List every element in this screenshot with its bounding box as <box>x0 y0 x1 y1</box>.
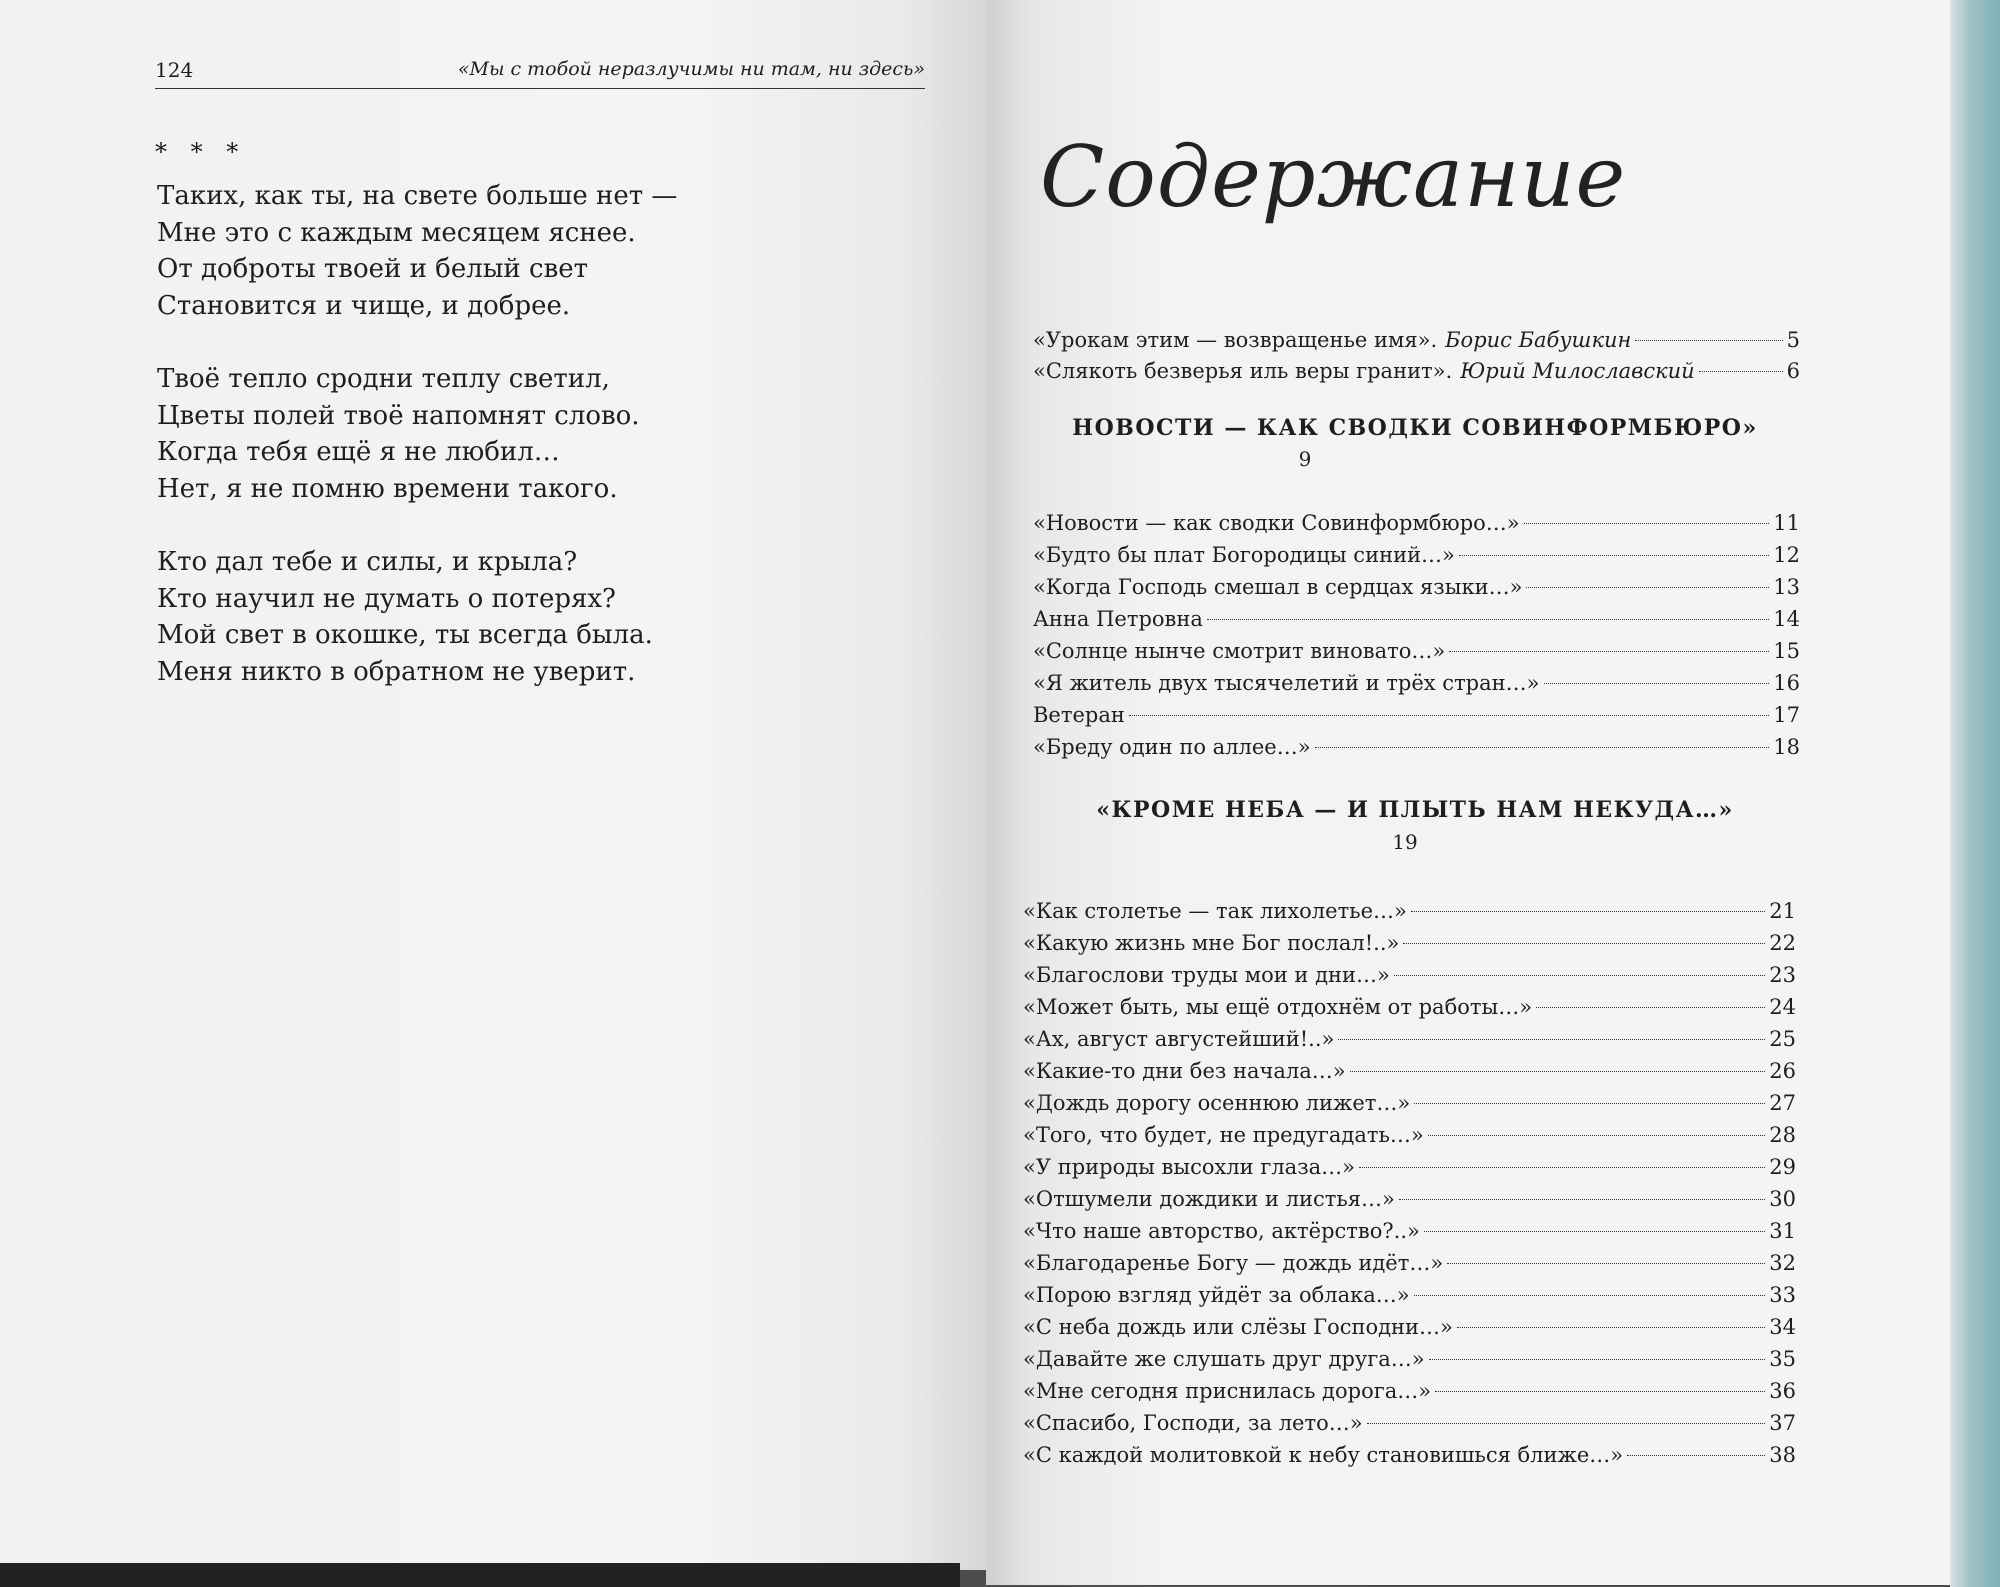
toc-entry-row <box>1023 1024 1796 1054</box>
toc-leader-dots <box>1526 587 1769 588</box>
toc-leader-dots <box>1411 911 1765 912</box>
toc-entry-page: 22 <box>1769 931 1796 955</box>
toc-leader-dots <box>1449 651 1769 652</box>
toc-leader-dots <box>1536 1007 1765 1008</box>
toc-entry-title: «Мне сегодня приснилась дорога…» <box>1023 1379 1432 1403</box>
toc-leader-dots <box>1350 1071 1766 1072</box>
toc-entry-page: 37 <box>1769 1411 1796 1435</box>
poem-line: Меня никто в обратном не уверит. <box>157 656 636 687</box>
toc-entry-page: 24 <box>1769 995 1796 1019</box>
toc-leader-dots <box>1435 1391 1765 1392</box>
toc-entry-page: 34 <box>1769 1315 1796 1339</box>
toc-entry-title: «Давайте же слушать друг друга…» <box>1023 1347 1425 1371</box>
toc-entry-author: Борис Бабушкин <box>1445 328 1632 352</box>
toc-entry-title: «Благослови труды мои и дни…» <box>1023 963 1390 987</box>
toc-entry-row <box>1023 1344 1796 1374</box>
toc-entry-row <box>1023 1376 1796 1406</box>
toc-entry-row <box>1033 540 1800 570</box>
poem-stanza-1 <box>157 178 677 324</box>
toc-leader-dots <box>1544 683 1770 684</box>
toc-leader-dots <box>1399 1199 1765 1200</box>
toc-leader-dots <box>1338 1039 1765 1040</box>
toc-entry-page: 36 <box>1769 1379 1796 1403</box>
toc-entry-title: «Дождь дорогу осеннюю лижет…» <box>1023 1091 1411 1115</box>
toc-entry-page: 25 <box>1769 1027 1796 1051</box>
toc-leader-dots <box>1627 1455 1765 1456</box>
toc-entry-row <box>1033 572 1800 602</box>
toc-entry-title: Ветеран <box>1033 703 1125 727</box>
book-bottom-shadow <box>0 1563 960 1587</box>
toc-entry-title: «Урокам этим — возвращенье имя». <box>1033 328 1438 352</box>
toc-leader-dots <box>1459 555 1769 556</box>
toc-entry-title: «Благодаренье Богу — дождь идёт…» <box>1023 1251 1444 1275</box>
toc-section-page: 9 <box>1298 447 1312 471</box>
toc-entry-page: 14 <box>1773 607 1800 631</box>
poem-stanza-3 <box>157 544 653 690</box>
toc-entry-page: 31 <box>1769 1219 1796 1243</box>
toc-leader-dots <box>1429 1359 1766 1360</box>
toc-entry-page: 27 <box>1769 1091 1796 1115</box>
toc-leader-dots <box>1367 1423 1766 1424</box>
toc-entry-row <box>1023 1152 1796 1182</box>
toc-section-title: «КРОМЕ НЕБА — И ПЛЫТЬ НАМ НЕКУДА…» <box>1096 797 1734 823</box>
toc-entry-title: «Может быть, мы ещё отдохнём от работы…» <box>1023 995 1533 1019</box>
poem-line: Твоё тепло сродни теплу светил, <box>157 364 610 394</box>
toc-entry-title: Анна Петровна <box>1033 607 1203 631</box>
toc-entry-page: 13 <box>1773 575 1800 599</box>
toc-entry-row <box>1023 992 1796 1022</box>
toc-entry-title: «Будто бы плат Богородицы синий…» <box>1033 543 1455 567</box>
toc-entry-row <box>1033 604 1800 634</box>
toc-leader-dots <box>1394 975 1765 976</box>
toc-leader-dots <box>1428 1135 1766 1136</box>
toc-entry-row <box>1033 636 1800 666</box>
toc-entry-page: 16 <box>1773 671 1800 695</box>
toc-entry-title: «Когда Господь смешал в сердцах языки…» <box>1033 575 1523 599</box>
toc-entry-row <box>1033 700 1800 730</box>
toc-leader-dots <box>1457 1327 1765 1328</box>
toc-entry-page: 15 <box>1773 639 1800 663</box>
toc-entry-row <box>1023 896 1796 926</box>
toc-entry-page: 12 <box>1773 543 1800 567</box>
toc-entry-row <box>1023 960 1796 990</box>
toc-entry-page: 26 <box>1769 1059 1796 1083</box>
poem-stanza-2 <box>157 361 640 507</box>
toc-entry-page: 21 <box>1769 899 1796 923</box>
running-title: «Мы с тобой неразлучимы ни там, ни здесь» <box>457 58 925 80</box>
toc-entry-title: «У природы высохли глаза…» <box>1023 1155 1356 1179</box>
toc-entry-row <box>1023 928 1796 958</box>
toc-entry-row <box>1023 1056 1796 1086</box>
toc-entry-title: «Как столетье — так лихолетье…» <box>1023 899 1407 923</box>
toc-entry-row <box>1023 1248 1796 1278</box>
toc-entry-title: «Бреду один по аллее…» <box>1033 735 1311 759</box>
toc-leader-dots <box>1635 340 1782 341</box>
poem-line: Кто научил не думать о потерях? <box>157 583 616 614</box>
toc-entry-row <box>1023 1280 1796 1310</box>
toc-entry-title: «Солнце нынче смотрит виновато…» <box>1033 639 1446 663</box>
toc-leader-dots <box>1207 619 1769 620</box>
poem-line: Мой свет в окошке, ты всегда была. <box>157 620 653 650</box>
toc-entry-row <box>1023 1216 1796 1246</box>
toc-entry-row <box>1023 1184 1796 1214</box>
toc-entry-title: «С каждой молитовкой к небу становишься ближе…» <box>1023 1443 1624 1467</box>
poem-line: Нет, я не помню времени такого. <box>157 473 618 504</box>
toc-entry-page: 30 <box>1769 1187 1796 1211</box>
page-number: 124 <box>155 58 194 82</box>
toc-title: Содержание <box>1040 128 1627 226</box>
toc-entry-row <box>1023 1120 1796 1150</box>
toc-entry-page: 32 <box>1769 1251 1796 1275</box>
toc-entry-page: 33 <box>1769 1283 1796 1307</box>
toc-entry-page: 35 <box>1769 1347 1796 1371</box>
toc-leader-dots <box>1447 1263 1765 1264</box>
toc-entry-page: 11 <box>1773 511 1800 535</box>
toc-entry-page: 23 <box>1769 963 1796 987</box>
toc-entry-row <box>1033 732 1800 762</box>
toc-entry-page: 6 <box>1786 359 1800 383</box>
toc-leader-dots <box>1424 1231 1765 1232</box>
toc-entry-title: «Новости — как сводки Совинформбюро…» <box>1033 511 1520 535</box>
toc-intro-row <box>1033 325 1800 355</box>
toc-leader-dots <box>1315 747 1770 748</box>
running-head <box>155 58 925 89</box>
left-page <box>0 0 986 1570</box>
toc-leader-dots <box>1359 1167 1765 1168</box>
poem-line: От доброты твоей и белый свет <box>157 254 588 284</box>
toc-leader-dots <box>1403 943 1765 944</box>
toc-entry-title: «Какие-то дни без начала…» <box>1023 1059 1346 1083</box>
poem-line: Таких, как ты, на свете больше нет — <box>157 181 678 211</box>
toc-entry-page: 29 <box>1769 1155 1796 1179</box>
toc-entry-title: «Какую жизнь мне Бог послал!..» <box>1023 931 1400 955</box>
toc-entry-row <box>1033 668 1800 698</box>
poem-line: Кто дал тебе и силы, и крыла? <box>157 547 578 577</box>
toc-entry-page: 38 <box>1769 1443 1796 1467</box>
poem-line: Мне это с каждым месяцем яснее. <box>157 217 636 248</box>
poem-line: Становится и чище, и добрее. <box>157 290 571 321</box>
toc-entry-row <box>1023 1408 1796 1438</box>
toc-entry-author: Юрий Милославский <box>1460 359 1695 383</box>
toc-leader-dots <box>1129 715 1769 716</box>
toc-entry-row <box>1023 1312 1796 1342</box>
toc-leader-dots <box>1699 371 1783 372</box>
toc-leader-dots <box>1524 523 1770 524</box>
toc-leader-dots <box>1414 1103 1765 1104</box>
toc-entry-page: 28 <box>1769 1123 1796 1147</box>
toc-entry-page: 5 <box>1786 328 1800 352</box>
toc-entry-title: «Я житель двух тысячелетий и трёх стран…» <box>1033 671 1540 695</box>
toc-entry-title: «Что наше авторство, актёрство?..» <box>1023 1219 1420 1243</box>
toc-entry-row <box>1033 508 1800 538</box>
toc-entry-title: «С неба дождь или слёзы Господни…» <box>1023 1315 1453 1339</box>
toc-entry-page: 18 <box>1773 735 1800 759</box>
toc-entry-title: «Спасибо, Господи, за лето…» <box>1023 1411 1363 1435</box>
toc-entry-title: «Того, что будет, не предугадать…» <box>1023 1123 1424 1147</box>
toc-entry-page: 17 <box>1773 703 1800 727</box>
toc-entry-title: «Порою взгляд уйдёт за облака…» <box>1023 1283 1410 1307</box>
toc-leader-dots <box>1414 1295 1766 1296</box>
poem-asterisks: * * * <box>155 138 247 166</box>
toc-entry-title: «Слякоть безверья иль веры гранит». <box>1033 359 1453 383</box>
toc-section-title: НОВОСТИ — КАК СВОДКИ СОВИНФОРМБЮРО» <box>1072 415 1758 441</box>
poem-line: Цветы полей твоё напомнят слово. <box>157 400 640 431</box>
toc-intro-row <box>1033 356 1800 386</box>
toc-entry-title: «Ах, август августейший!..» <box>1023 1027 1335 1051</box>
toc-section-page: 19 <box>1392 830 1418 854</box>
toc-entry-row <box>1023 1088 1796 1118</box>
poem-line: Когда тебя ещё я не любил… <box>157 437 560 467</box>
book-edge <box>1950 0 2000 1587</box>
toc-entry-row <box>1023 1440 1796 1470</box>
toc-entry-title: «Отшумели дождики и листья…» <box>1023 1187 1395 1211</box>
